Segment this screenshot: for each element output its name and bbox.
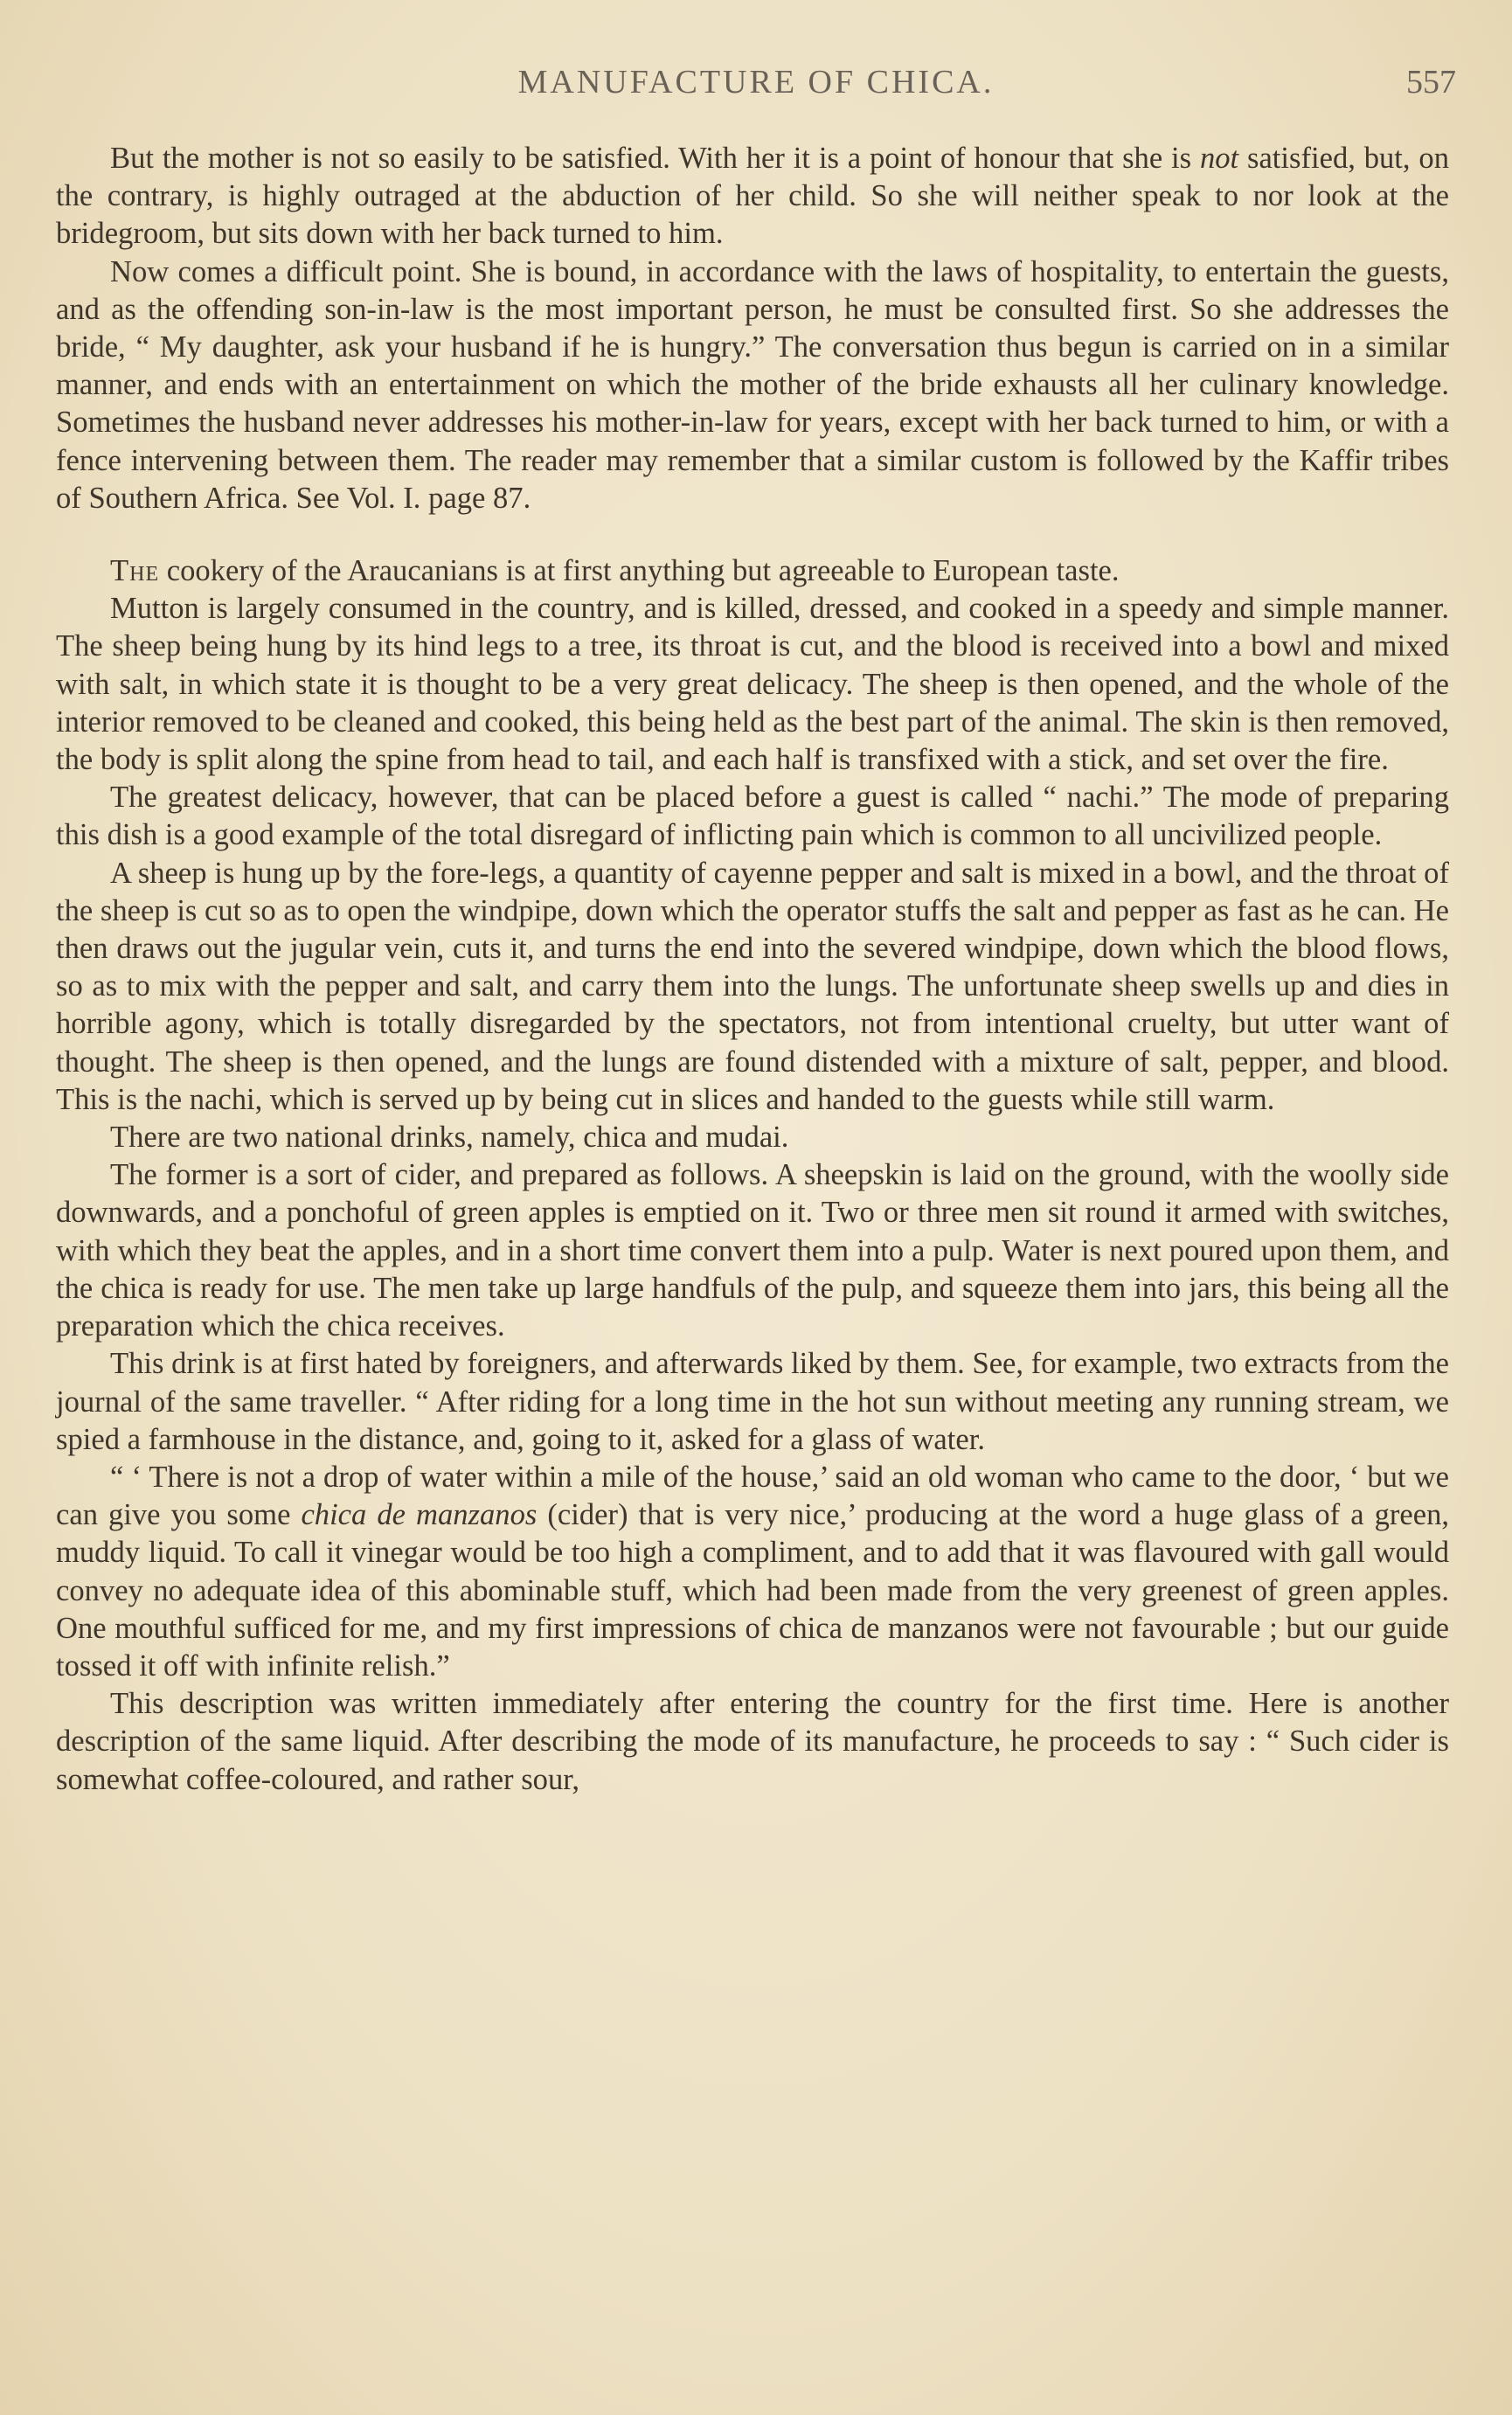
- page-number: 557: [1406, 64, 1456, 101]
- paragraph-4: Mutton is largely consumed in the country, and is killed, dressed, and cooked in a speedy and simple manner. The sheep being hung by its hind legs to a tree, its throat is cut, and the blood is received into a bowl and mixed with salt, in which state it is thought to be a very great delicacy. The sheep is then opened, and the whole of the interior removed to be cleaned and cooked, this being held as the best part of the animal. The skin is then removed, the body is split along the spine from head to tail, and each half is transfixed with a stick, and set over the fire.: [56, 592, 1449, 777]
- paragraph-6: A sheep is hung up by the fore-legs, a quantity of cayenne pepper and salt is mixed in a bowl, and the throat of the sheep is cut so as to open the windpipe, down which the operator stuffs the salt and pepper as fast as he can. He then draws out the jugular vein, cuts it, and turns the end into the severed windpipe, down which the blood flows, so as to mix with the pepper and salt, and carry them into the lungs. The unfortunate sheep swells up and dies in horrible agony, which is totally disregarded by the spectators, not from intentional cruelty, but utter want of thought. The sheep is then opened, and the lungs are found distended with a mixture of salt, pepper, and blood. This is the nachi, which is served up by being cut in slices and handed to the guests while still warm.: [56, 856, 1449, 1116]
- paragraph-11: This description was written immediately after entering the country for the first time. Here is another description of the same liquid. After describing the mode of its manufacture, he proceeds to say : “ Such cider is somewhat coffee-coloured, and rather sour,: [56, 1687, 1449, 1796]
- section-opening-paragraph: The cookery of the Araucanians is at first anything but agreeable to European taste.: [110, 554, 1120, 588]
- emphasis-not: not: [1199, 142, 1239, 175]
- paragraph-9: This drink is at first hated by foreigners, and afterwards liked by them. See, for example, two extracts from the journal of the same traveller. “ After riding for a long time in the hot sun without meeting any running stream, we spied a farmhouse in the distance, and, going to it, asked for a glass of water.: [56, 1347, 1449, 1456]
- small-caps-lead: The: [110, 554, 160, 588]
- paragraph-1: But the mother is not so easily to be satisfied. With her it is a point of honour that she is not satisfied, but, on the contrary, is highly outraged at the abduction of her child. So she will neither speak to nor look at the bridegroom, but sits down with her back turned to him.: [56, 142, 1449, 251]
- emphasis-chica-de-manzanos: chica de manzanos: [301, 1498, 538, 1532]
- running-head: MANUFACTURE OF CHICA.: [517, 64, 995, 101]
- paragraph-2: Now comes a difficult point. She is bound, in accordance with the laws of hospitality, to entertain the guests, and as the offending son-in-law is the most important person, he must be consulted first. So she addresses the bride, “ My daughter, ask your husband if he is hungry.” The conversation thus begun is carried on in a similar manner, and ends with an entertainment on which the mother of the bride exhausts all her culinary knowledge. Sometimes the husband never addresses his mother-in-law for years, except with her back turned to him, or with a fence intervening between them. The reader may remember that a similar custom is followed by the Kaffir tribes of Southern Africa. See Vol. I. page 87.: [56, 254, 1449, 515]
- paragraph-10: “ ‘ There is not a drop of water within a mile of the house,’ said an old woman who came to the door, ‘ but we can give you some chica de manzanos (cider) that is very nice,’ producing at the word a huge glass of a green, muddy liquid. To call it vinegar would be too high a compliment, and to add that it was flavoured with gall would convey no adequate idea of this abominable stuff, which had been made from the very greenest of green apples. One mouthful sufficed for me, and my first impressions of chica de manzanos were not favourable ; but our guide tossed it off with infinite relish.”: [56, 1460, 1450, 1683]
- paragraph-5: The greatest delicacy, however, that can be placed before a guest is called “ nachi.” The mode of preparing this dish is a good example of the total disregard of inflicting pain which is common to all uncivilized people.: [56, 781, 1449, 852]
- page-header: [56, 63, 1456, 115]
- paragraph-7: There are two national drinks, namely, chica and mudai.: [110, 1121, 789, 1155]
- body-text: [56, 140, 1449, 1799]
- paragraph-8: The former is a sort of cider, and prepared as follows. A sheepskin is laid on the ground, with the woolly side downwards, and a ponchoful of green apples is emptied on it. Two or three men sit round it armed with switches, with which they beat the apples, and in a short time convert them into a pulp. Water is next poured upon them, and the chica is ready for use. The men take up large handfuls of the pulp, and squeeze them into jars, this being all the preparation which the chica receives.: [56, 1158, 1449, 1343]
